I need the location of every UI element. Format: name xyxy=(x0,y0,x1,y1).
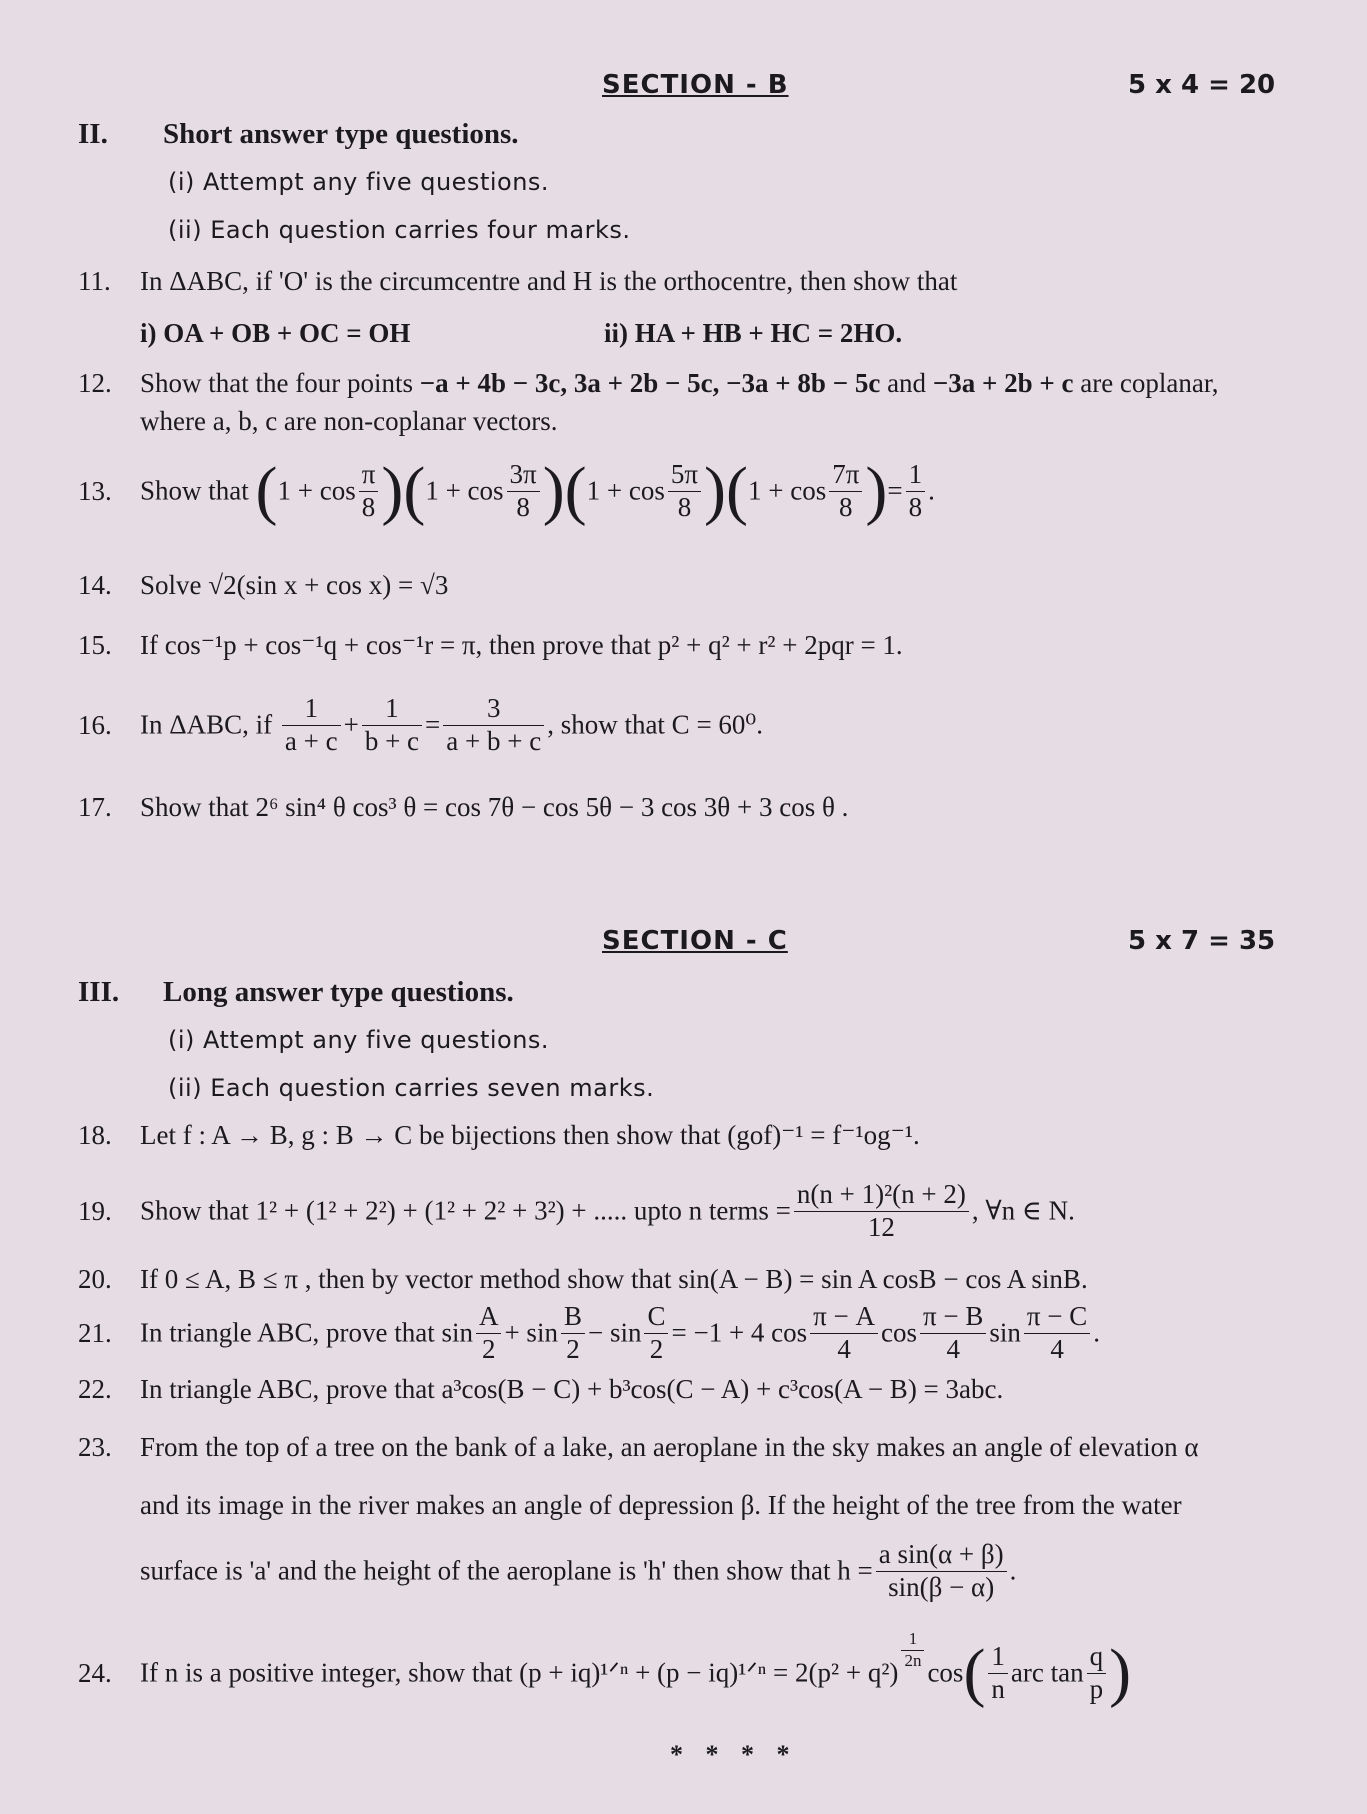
end-stars: * * * * xyxy=(670,1740,798,1769)
question-text: Show that xyxy=(140,475,249,506)
factor-1-one: 1 + cos xyxy=(277,475,356,506)
fraction-pi-minus-a-over-4: $\frac{\pi - A}{4}$ xyxy=(810,1302,878,1364)
question-text: If n is a positive integer, show that (p + iq)¹ᐟⁿ + (p − iq)¹ᐟⁿ = 2(p² + q²) xyxy=(140,1657,899,1688)
question-text: Show that 2⁶ sin⁴ θ cos³ θ = cos 7θ − cos 5θ − 3 cos 3θ + 3 cos θ . xyxy=(140,792,849,822)
period: . xyxy=(1009,1555,1017,1586)
section-c-roman: III. xyxy=(78,976,120,1008)
vector-expression-2: −3a + 2b + c xyxy=(932,368,1074,398)
question-text-pre: Show that 1² + (1² + 2²) + (1² + 2² + 3²) + ..... upto n terms = xyxy=(140,1195,791,1226)
fraction-height-formula: $\frac{\text{a sin(α + β)}}{\sin(\beta - \alpha)}$ xyxy=(876,1540,1007,1602)
question-11-part-2: ii) HA + HB + HC = 2HO. xyxy=(604,318,903,348)
question-text-pre: In ΔABC, if xyxy=(140,709,273,740)
question-number: 15. xyxy=(78,630,112,660)
question-number: 19. xyxy=(78,1195,112,1226)
question-24 xyxy=(78,1629,1132,1709)
section-b-marks: 5 x 4 = 20 xyxy=(1128,70,1276,100)
section-c-instruction-2: (ii) Each question carries seven marks. xyxy=(168,1074,655,1102)
question-text: If 0 ≤ A, B ≤ π , then by vector method show that sin(A − B) = sin A cosB − cos A sinB. xyxy=(140,1264,1088,1294)
fraction-pi-minus-b-over-4: $\frac{\pi - B}{4}$ xyxy=(920,1302,986,1364)
sin-label: sin xyxy=(989,1317,1021,1348)
factor-2-one: 1 + cos xyxy=(425,475,504,506)
question-13 xyxy=(78,454,935,527)
question-text-pre: Show that the four points xyxy=(140,368,420,398)
cos-label: cos xyxy=(881,1317,918,1348)
fraction-pi-minus-c-over-4: $\frac{\pi - C}{4}$ xyxy=(1024,1302,1090,1364)
fraction-sum-formula: $\frac{\text{n(n + 1)²(n + 2)}}{12}$ xyxy=(794,1180,969,1242)
question-number: 11. xyxy=(78,266,111,296)
section-c-marks: 5 x 7 = 35 xyxy=(1128,926,1276,956)
question-text-post: , ∀n ∈ N. xyxy=(971,1195,1075,1226)
question-12 xyxy=(78,368,1219,399)
question-21 xyxy=(78,1302,1100,1364)
right-paren: ) xyxy=(865,454,888,527)
minus-sin: − sin xyxy=(587,1317,642,1348)
left-paren: ( xyxy=(403,454,426,527)
question-15 xyxy=(78,630,903,661)
period: . xyxy=(1093,1317,1101,1348)
fraction-pi-8: $\frac{\pi}{8}$ xyxy=(359,460,379,522)
fraction-5pi-8: $\frac{5\pi}{8}$ xyxy=(668,460,701,522)
question-16 xyxy=(78,694,763,756)
question-19 xyxy=(78,1180,1075,1242)
fraction-1-over-a-plus-c: $\frac{1}{a + c}$ xyxy=(282,694,341,756)
question-line-3-text: surface is 'a' and the height of the aeroplane is 'h' then show that h = xyxy=(140,1555,873,1586)
question-12-line-2: where a, b, c are non-coplanar vectors. xyxy=(140,406,558,436)
plus-sin: + sin xyxy=(504,1317,558,1348)
section-b-instruction-1: (i) Attempt any five questions. xyxy=(168,168,550,196)
section-b-instruction-2: (ii) Each question carries four marks. xyxy=(168,216,631,244)
fraction-3pi-8: $\frac{3\pi}{8}$ xyxy=(507,460,540,522)
question-text: Let f : A → B, g : B → C be bijections then show that (gof)⁻¹ = f⁻¹og⁻¹. xyxy=(140,1120,920,1150)
question-number: 12. xyxy=(78,368,112,398)
arc-tan-label: arc tan xyxy=(1010,1657,1084,1688)
fraction-c-over-2: $\frac{C}{2}$ xyxy=(644,1302,668,1364)
section-c-instruction-1: (i) Attempt any five questions. xyxy=(168,1026,550,1054)
fraction-result: $\frac{1}{8}$ xyxy=(906,460,926,522)
equals-cos: = −1 + 4 cos xyxy=(671,1317,808,1348)
question-text-post: are coplanar, xyxy=(1073,368,1219,398)
question-text-pre: In triangle ABC, prove that sin xyxy=(140,1317,473,1348)
question-23 xyxy=(78,1432,1199,1463)
right-paren: ) xyxy=(704,454,726,527)
right-paren: ) xyxy=(381,454,404,527)
fraction-q-over-p: $\frac{q}{p}$ xyxy=(1087,1642,1107,1704)
question-number: 20. xyxy=(78,1264,112,1294)
left-paren: ( xyxy=(963,1636,986,1709)
question-number: 21. xyxy=(78,1317,112,1348)
equals-sign: = xyxy=(887,475,903,506)
right-paren: ) xyxy=(1109,1636,1132,1709)
question-20 xyxy=(78,1264,1088,1295)
bleed-through-digits xyxy=(640,170,659,240)
left-paren: ( xyxy=(726,454,748,527)
question-23-line-2: and its image in the river makes an angle of depression β. If the height of the tree from the water xyxy=(140,1490,1182,1520)
question-number: 14. xyxy=(78,570,112,600)
left-paren: ( xyxy=(564,454,587,527)
question-number: 18. xyxy=(78,1120,112,1150)
question-23-line-3 xyxy=(140,1540,1016,1602)
question-text: In ΔABC, if 'O' is the circumcentre and H is the orthocentre, then show that xyxy=(140,266,958,296)
question-11-part-1: i) OA + OB + OC = OH xyxy=(140,318,411,348)
question-14 xyxy=(78,570,448,601)
section-b-roman: II. xyxy=(78,118,108,150)
section-b-header: SECTION - B xyxy=(602,70,789,100)
plus-sign: + xyxy=(343,709,359,740)
question-text-mid: and xyxy=(880,368,933,398)
fraction-1-over-b-plus-c: $\frac{1}{b + c}$ xyxy=(362,694,422,756)
question-line-1: From the top of a tree on the bank of a lake, an aeroplane in the sky makes an angle of elevation α xyxy=(140,1432,1199,1462)
question-text: If cos⁻¹p + cos⁻¹q + cos⁻¹r = π, then prove that p² + q² + r² + 2pqr = 1. xyxy=(140,630,903,660)
left-paren: ( xyxy=(255,454,278,527)
question-number: 17. xyxy=(78,792,112,822)
section-b-heading: Short answer type questions. xyxy=(163,118,519,150)
question-18 xyxy=(78,1120,920,1151)
factor-4-one: 1 + cos xyxy=(747,475,827,506)
question-number: 22. xyxy=(78,1374,112,1404)
fraction-7pi-8: $\frac{7\pi}{8}$ xyxy=(829,460,862,522)
cos-label: cos xyxy=(927,1657,964,1688)
question-text: Solve √2(sin x + cos x) = √3 xyxy=(140,570,449,600)
question-22 xyxy=(78,1374,1003,1405)
question-number: 23. xyxy=(78,1432,112,1462)
question-number: 13. xyxy=(78,475,112,506)
question-17 xyxy=(78,792,848,823)
fraction-a-over-2: $\frac{A}{2}$ xyxy=(476,1302,502,1364)
exponent-1-over-2n: $\frac{1}{2n}$ xyxy=(901,1630,924,1670)
question-text: In triangle ABC, prove that a³cos(B − C) + b³cos(C − A) + c³cos(A − B) = 3abc. xyxy=(140,1374,1004,1404)
fraction-3-over-a-plus-b-plus-c: $\frac{3}{a + b + c}$ xyxy=(443,694,544,756)
period: . xyxy=(928,475,935,506)
fraction-b-over-2: $\frac{B}{2}$ xyxy=(561,1302,585,1364)
fraction-1-over-n: $\frac{1}{n}$ xyxy=(988,1642,1008,1704)
factor-3-one: 1 + cos xyxy=(586,475,665,506)
question-text-post: , show that C = 60⁰. xyxy=(547,709,763,740)
vector-expression-1: −a + 4b − 3c, 3a + 2b − 5c, −3a + 8b − 5c xyxy=(419,368,881,398)
equals-sign: = xyxy=(425,709,441,740)
section-c-heading: Long answer type questions. xyxy=(163,976,514,1008)
question-number: 16. xyxy=(78,709,112,740)
question-number: 24. xyxy=(78,1657,112,1688)
section-c-header: SECTION - C xyxy=(602,926,788,956)
bleed-through-header xyxy=(90,0,105,41)
question-11 xyxy=(78,266,957,297)
right-paren: ) xyxy=(542,454,565,527)
